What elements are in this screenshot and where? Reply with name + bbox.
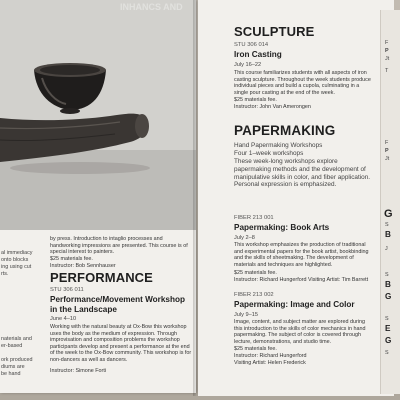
- image-color-code: FIBER 213 002: [234, 292, 274, 298]
- edge-fragment: S: [385, 350, 389, 356]
- intaglio-fee: $25 materials fee.: [50, 256, 93, 262]
- edge-fragment: Jt: [385, 56, 390, 62]
- image-color-subtitle: Papermaking: Image and Color: [234, 300, 355, 309]
- image-color-dates: July 9–15: [234, 312, 258, 318]
- edge-fragment: T: [385, 68, 389, 74]
- edge-fragment: B: [385, 280, 391, 289]
- edge-fragment: S: [385, 222, 389, 228]
- image-color-visiting: Visiting Artist: Helen Frederick: [234, 360, 306, 366]
- edge-line: naterials and: [1, 336, 32, 342]
- sculpture-heading: SCULPTURE: [234, 24, 315, 39]
- edge-fragment: G: [385, 336, 392, 345]
- edge-fragment: J: [385, 246, 388, 252]
- book-arts-description: This workshop emphasizes the production of traditional and experimental papers for the book artist, bookbinding and the skills of sheetmaking. The development of materials and techniques are highlighted.: [234, 242, 369, 268]
- book-arts-code: FIBER 213 001: [234, 215, 274, 221]
- bowl-on-log-image: [0, 0, 196, 230]
- image-color-description: Image, content, and subject matter are explored during this introduction to the skills of color mechanics in hand papermaking. The subject of color is covered through lecture, demonstrations, and studio time.: [234, 319, 366, 345]
- sculpture-subtitle: Iron Casting: [234, 50, 282, 59]
- edge-line: er-based: [1, 343, 23, 349]
- papermaking-intro-3: These week-long workshops explore papermaking methods and the development of manipulative skills in color, and fiber application. Personal expression is emphasized.: [234, 158, 371, 189]
- left-page: [0, 0, 196, 393]
- book-arts-dates: July 2–8: [234, 235, 255, 241]
- edge-fragment: E: [385, 324, 391, 333]
- sculpture-fee: $25 materials fee.: [234, 97, 277, 103]
- edge-line: ork produced: [1, 357, 33, 363]
- performance-instructor: Instructor: Simone Forti: [50, 368, 107, 374]
- edge-line: be hand: [1, 371, 21, 377]
- performance-code: STU 306 011: [50, 287, 84, 293]
- performance-dates: June 4–10: [50, 316, 77, 322]
- intaglio-instructor: Instructor: Bob Sennhauser: [50, 263, 116, 269]
- papermaking-intro-1: Hand Papermaking Workshops: [234, 142, 323, 149]
- edge-line: diums are: [1, 364, 25, 370]
- papermaking-heading: PAPERMAKING: [234, 123, 336, 138]
- performance-heading: PERFORMANCE: [50, 270, 153, 285]
- papermaking-intro-2: Four 1–week workshops: [234, 150, 304, 157]
- sculpture-photo: [0, 0, 196, 230]
- book-arts-fee: $25 materials fee.: [234, 270, 277, 276]
- edge-line: ing using cut: [1, 264, 32, 270]
- edge-fragment: P: [385, 48, 389, 54]
- edge-fragment: F: [385, 40, 389, 46]
- edge-fragment: B: [385, 230, 391, 239]
- edge-fragment: G: [385, 292, 392, 301]
- image-color-instructor: Instructor: Richard Hungerford: [234, 353, 307, 359]
- sculpture-description: This course familiarizes students with all aspects of iron casting sculpture. Throughout the week students produce individual pieces and build a cupola, culminating in a single pour casting at the end of the week.: [234, 70, 371, 96]
- right-page: [198, 0, 394, 396]
- performance-subtitle: Performance/Movement Workshop in the Landscape: [50, 295, 185, 314]
- performance-description: Working with the natural beauty at Ox-Bow this workshop uses the body as the medium of expression. Through improvisation and composition problems the workshop participants develop and present a performance at the end of the week to the Ox-Bow community. This workshop is for non-dancers as well as dancers.: [50, 324, 192, 363]
- edge-fragment: F: [385, 140, 389, 146]
- intaglio-description: by press. Introduction to intaglio processes and handworking impressions are presented. This course is of special interest to painters.: [50, 236, 188, 256]
- edge-line: al immediacy: [1, 250, 33, 256]
- next-page-edge: [380, 10, 400, 394]
- photo-watermark: INHANCS AND: [120, 2, 183, 12]
- book-arts-instructor: Instructor: Richard Hungerford Visiting Artist: Tim Barrett: [234, 277, 369, 283]
- edge-fragment: G: [384, 208, 393, 220]
- sculpture-instructor: Instructor: John Van Amerongen: [234, 104, 311, 110]
- edge-fragment: S: [385, 316, 389, 322]
- sculpture-dates: July 16–22: [234, 62, 262, 68]
- edge-fragment: Jt: [385, 156, 390, 162]
- edge-fragment: P: [385, 148, 389, 154]
- sculpture-code: STU 306 014: [234, 42, 269, 48]
- image-color-fee: $25 materials fee.: [234, 346, 277, 352]
- edge-line: rts.: [1, 271, 9, 277]
- book-arts-subtitle: Papermaking: Book Arts: [234, 223, 330, 232]
- edge-fragment: S: [385, 272, 389, 278]
- edge-line: onto blocks: [1, 257, 29, 263]
